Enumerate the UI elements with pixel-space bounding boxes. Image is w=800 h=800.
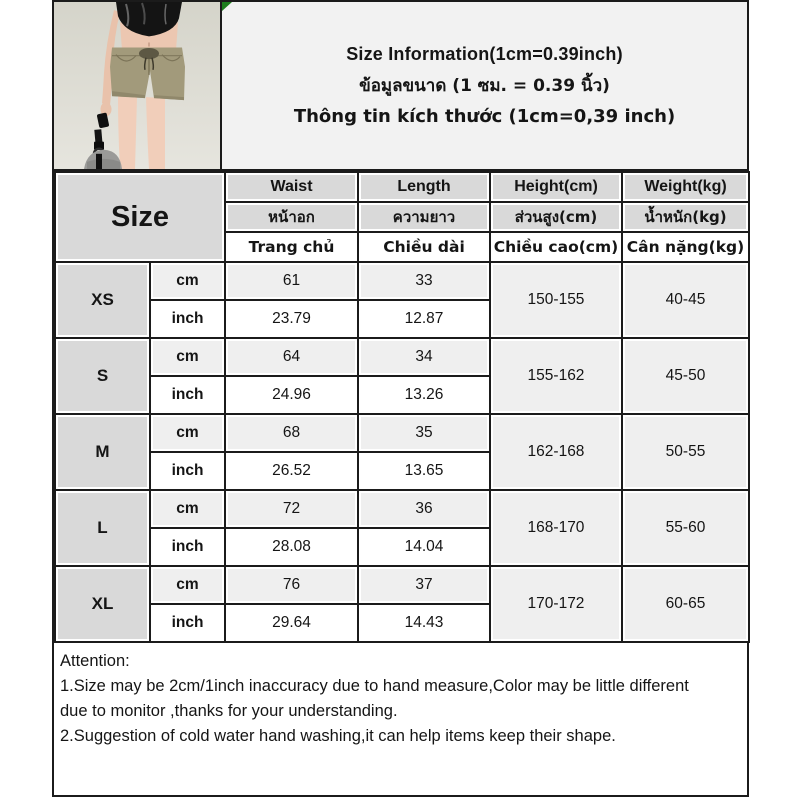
s-waist-cm: 64 — [225, 338, 358, 376]
table-row — [55, 414, 749, 452]
unit-inch: inch — [150, 376, 225, 414]
l-length-inch: 14.04 — [358, 528, 490, 566]
header-row-english — [55, 172, 749, 202]
attention-line: due to monitor ,thanks for your understanding. — [60, 702, 398, 720]
l-waist-cm: 72 — [225, 490, 358, 528]
title-vietnamese: Thông tin kích thước (1cm=0,39 inch) — [293, 106, 676, 127]
l-length-cm: 36 — [358, 490, 490, 528]
col-header-length-en: Length — [358, 172, 490, 202]
xl-weight-range: 60-65 — [622, 566, 749, 642]
m-weight-range: 50-55 — [622, 414, 749, 490]
attention-heading: Attention: — [60, 652, 130, 670]
size-chart-sheet — [52, 0, 749, 797]
m-length-cm: 35 — [358, 414, 490, 452]
s-length-inch: 13.26 — [358, 376, 490, 414]
m-height-range: 162-168 — [490, 414, 622, 490]
title-thai: ข้อมูลขนาด (1 ซม. = 0.39 นิ้ว) — [359, 76, 610, 96]
table-row — [55, 566, 749, 604]
shorts-drawstring-patch — [139, 48, 159, 59]
size-label-xs: XS — [55, 262, 150, 338]
xs-length-cm: 33 — [358, 262, 490, 300]
m-waist-inch: 26.52 — [225, 452, 358, 490]
col-header-weight-th: น้ำหนัก(kg) — [622, 202, 749, 232]
xl-length-inch: 14.43 — [358, 604, 490, 642]
size-information-title — [222, 2, 747, 169]
s-weight-range: 45-50 — [622, 338, 749, 414]
handbag-strap — [96, 154, 102, 169]
title-english: Size Information(1cm=0.39inch) — [346, 44, 623, 64]
size-table — [54, 171, 750, 643]
col-header-waist-th: หน้าอก — [225, 202, 358, 232]
product-photo — [54, 2, 222, 169]
l-height-range: 168-170 — [490, 490, 622, 566]
col-header-waist-vi: Trang chủ — [225, 232, 358, 262]
unit-inch: inch — [150, 528, 225, 566]
col-header-weight-vi: Cân nặng(kg) — [622, 232, 749, 262]
top-section — [54, 2, 747, 171]
model-leg-left — [118, 96, 137, 169]
attention-line: 1.Size may be 2cm/1inch inaccuracy due to hand measure,Color may be little different — [60, 677, 689, 695]
l-waist-inch: 28.08 — [225, 528, 358, 566]
s-height-range: 155-162 — [490, 338, 622, 414]
col-header-height-en: Height(cm) — [490, 172, 622, 202]
xl-length-cm: 37 — [358, 566, 490, 604]
unit-inch: inch — [150, 452, 225, 490]
unit-inch: inch — [150, 300, 225, 338]
size-label-xl: XL — [55, 566, 150, 642]
unit-cm: cm — [150, 262, 225, 300]
size-column-header: Size — [55, 172, 225, 262]
size-label-l: L — [55, 490, 150, 566]
table-row — [55, 262, 749, 300]
col-header-weight-en: Weight(kg) — [622, 172, 749, 202]
col-header-height-th: ส่วนสูง(cm) — [490, 202, 622, 232]
col-header-length-th: ความยาว — [358, 202, 490, 232]
m-waist-cm: 68 — [225, 414, 358, 452]
xl-height-range: 170-172 — [490, 566, 622, 642]
unit-cm: cm — [150, 338, 225, 376]
unit-cm: cm — [150, 490, 225, 528]
size-label-s: S — [55, 338, 150, 414]
xs-waist-inch: 23.79 — [225, 300, 358, 338]
table-row — [55, 490, 749, 528]
col-header-length-vi: Chiều dài — [358, 232, 490, 262]
table-row — [55, 338, 749, 376]
xs-height-range: 150-155 — [490, 262, 622, 338]
model-illustration — [54, 2, 220, 169]
xl-waist-cm: 76 — [225, 566, 358, 604]
col-header-waist-en: Waist — [225, 172, 358, 202]
col-header-height-vi: Chiều cao(cm) — [490, 232, 622, 262]
xs-waist-cm: 61 — [225, 262, 358, 300]
unit-inch: inch — [150, 604, 225, 642]
xs-weight-range: 40-45 — [622, 262, 749, 338]
xs-length-inch: 12.87 — [358, 300, 490, 338]
model-leg-right — [146, 97, 165, 169]
attention-note — [54, 643, 747, 749]
unit-cm: cm — [150, 414, 225, 452]
s-length-cm: 34 — [358, 338, 490, 376]
attention-line: 2.Suggestion of cold water hand washing,it can help items keep their shape. — [60, 727, 616, 745]
l-weight-range: 55-60 — [622, 490, 749, 566]
unit-cm: cm — [150, 566, 225, 604]
size-label-m: M — [55, 414, 150, 490]
m-length-inch: 13.65 — [358, 452, 490, 490]
xl-waist-inch: 29.64 — [225, 604, 358, 642]
s-waist-inch: 24.96 — [225, 376, 358, 414]
